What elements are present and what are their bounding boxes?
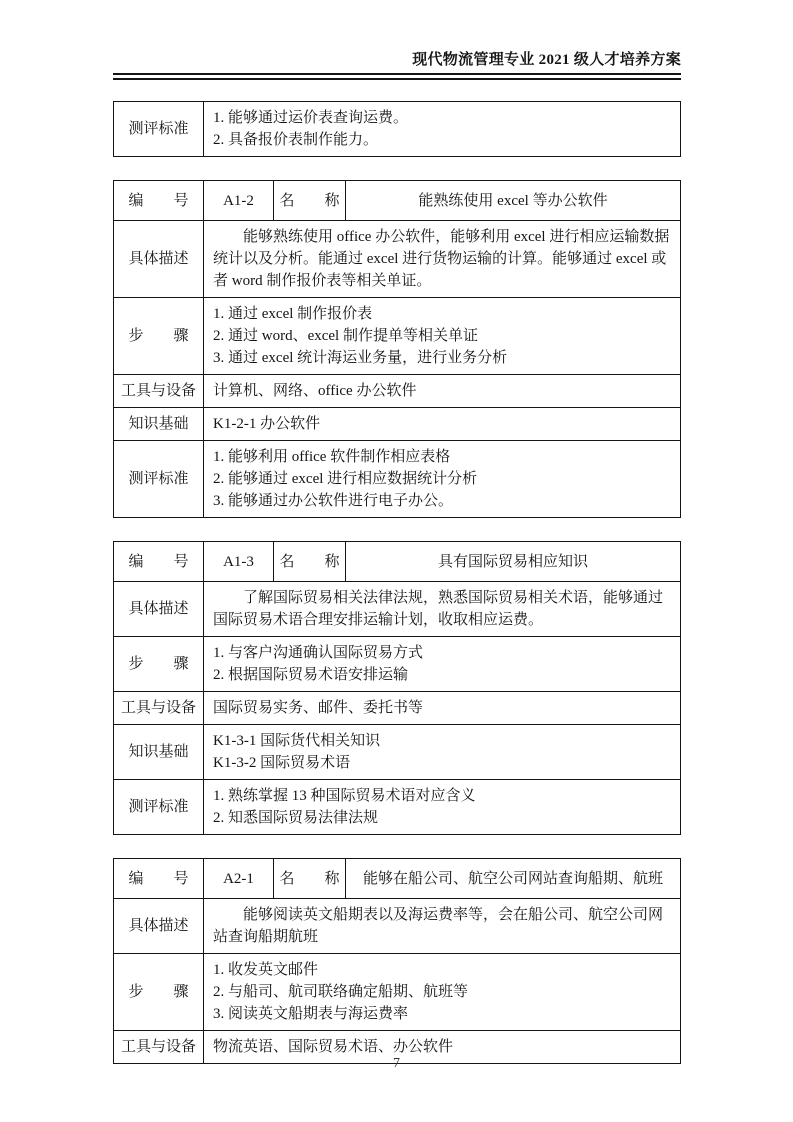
row-label-description: 具体描述 [114, 221, 204, 298]
row-content-steps [204, 637, 681, 692]
row-content-criteria [204, 102, 681, 157]
step-line: 2. 通过 word、excel 制作提单等相关单证 [213, 328, 478, 344]
step-line: 1. 与客户沟通确认国际贸易方式 [213, 645, 424, 661]
row-content-description [204, 899, 681, 954]
table-row [114, 780, 681, 835]
knowledge-line: K1-3-2 国际贸易术语 [213, 755, 351, 771]
task-table-a2-1 [113, 858, 681, 1064]
row-label-steps: 步 骤 [114, 954, 204, 1031]
knowledge-line: K1-2-1 办公软件 [213, 416, 321, 432]
table-row [114, 692, 681, 725]
task-table-a1-3 [113, 541, 681, 835]
row-label-steps: 步 骤 [114, 637, 204, 692]
table-row [114, 298, 681, 375]
code-label: 编 号 [114, 859, 204, 899]
step-line: 1. 收发英文邮件 [213, 962, 319, 978]
row-label-knowledge: 知识基础 [114, 408, 204, 441]
step-line: 1. 通过 excel 制作报价表 [213, 306, 373, 322]
task-table-a1-2 [113, 180, 681, 518]
row-label-tools: 工具与设备 [114, 692, 204, 725]
table-criteria-fragment [113, 101, 681, 157]
row-content-tools: 国际贸易实务、邮件、委托书等 [204, 692, 681, 725]
step-line: 2. 与船司、航司联络确定船期、航班等 [213, 984, 469, 1000]
row-content-tools: 物流英语、国际贸易术语、办公软件 [204, 1031, 681, 1064]
code-value: A2-1 [204, 859, 274, 899]
description-text: 了解国际贸易相关法律法规，熟悉国际贸易相关术语，能够通过国际贸易术语合理安排运输计划，收取相应运费。 [213, 590, 664, 628]
table-row [114, 181, 681, 221]
criteria-line: 1. 能够利用 office 软件制作相应表格 [213, 449, 451, 465]
criteria-line: 2. 具备报价表制作能力。 [213, 132, 379, 148]
row-label-knowledge: 知识基础 [114, 725, 204, 780]
row-content-criteria [204, 441, 681, 518]
code-label: 编 号 [114, 181, 204, 221]
row-content-tools: 计算机、网络、office 办公软件 [204, 375, 681, 408]
name-label: 名 称 [274, 542, 346, 582]
table-row [114, 102, 681, 157]
step-line: 3. 阅读英文船期表与海运费率 [213, 1006, 409, 1022]
code-value: A1-2 [204, 181, 274, 221]
table-row [114, 637, 681, 692]
table-row [114, 582, 681, 637]
criteria-line: 1. 熟练掌握 13 种国际贸易术语对应含义 [213, 788, 476, 804]
row-content-criteria [204, 780, 681, 835]
row-label-criteria: 测评标准 [114, 780, 204, 835]
row-content-description [204, 221, 681, 298]
row-label-steps: 步 骤 [114, 298, 204, 375]
description-text: 能够熟练使用 office 办公软件，能够利用 excel 进行相应运输数据统计以及分析。能通过 excel 进行货物运输的计算。能够通过 excel 或者 word 制作报价表等相关单证。 [213, 229, 670, 289]
row-label-description: 具体描述 [114, 582, 204, 637]
criteria-line: 2. 知悉国际贸易法律法规 [213, 810, 379, 826]
row-content-description [204, 582, 681, 637]
code-value: A1-3 [204, 542, 274, 582]
row-label-tools: 工具与设备 [114, 1031, 204, 1064]
row-content-knowledge [204, 408, 681, 441]
step-line: 2. 根据国际贸易术语安排运输 [213, 667, 409, 683]
criteria-line: 3. 能够通过办公软件进行电子办公。 [213, 493, 454, 509]
table-row [114, 375, 681, 408]
name-value: 能熟练使用 excel 等办公软件 [346, 181, 681, 221]
name-value: 具有国际贸易相应知识 [346, 542, 681, 582]
row-content-steps [204, 954, 681, 1031]
row-label-tools: 工具与设备 [114, 375, 204, 408]
name-label: 名 称 [274, 859, 346, 899]
name-value: 能够在船公司、航空公司网站查询船期、航班 [346, 859, 681, 899]
row-label-criteria: 测评标准 [114, 441, 204, 518]
criteria-line: 1. 能够通过运价表查询运费。 [213, 110, 409, 126]
step-line: 3. 通过 excel 统计海运业务量，进行业务分析 [213, 350, 508, 366]
table-row [114, 859, 681, 899]
table-row [114, 899, 681, 954]
description-text: 能够阅读英文船期表以及海运费率等，会在船公司、航空公司网站查询船期航班 [213, 907, 664, 945]
table-row [114, 542, 681, 582]
name-label: 名 称 [274, 181, 346, 221]
table-row [114, 725, 681, 780]
row-label-criteria: 测评标准 [114, 102, 204, 157]
table-row [114, 954, 681, 1031]
row-content-steps [204, 298, 681, 375]
table-row [114, 221, 681, 298]
page-title: 现代物流管理专业 2021 级人才培养方案 [412, 52, 681, 68]
code-label: 编 号 [114, 542, 204, 582]
row-label-description: 具体描述 [114, 899, 204, 954]
table-row [114, 441, 681, 518]
header-rule [113, 73, 681, 80]
knowledge-line: K1-3-1 国际货代相关知识 [213, 733, 381, 749]
page-number: 7 [393, 1056, 400, 1071]
criteria-line: 2. 能够通过 excel 进行相应数据统计分析 [213, 471, 478, 487]
table-row [114, 408, 681, 441]
row-content-knowledge [204, 725, 681, 780]
